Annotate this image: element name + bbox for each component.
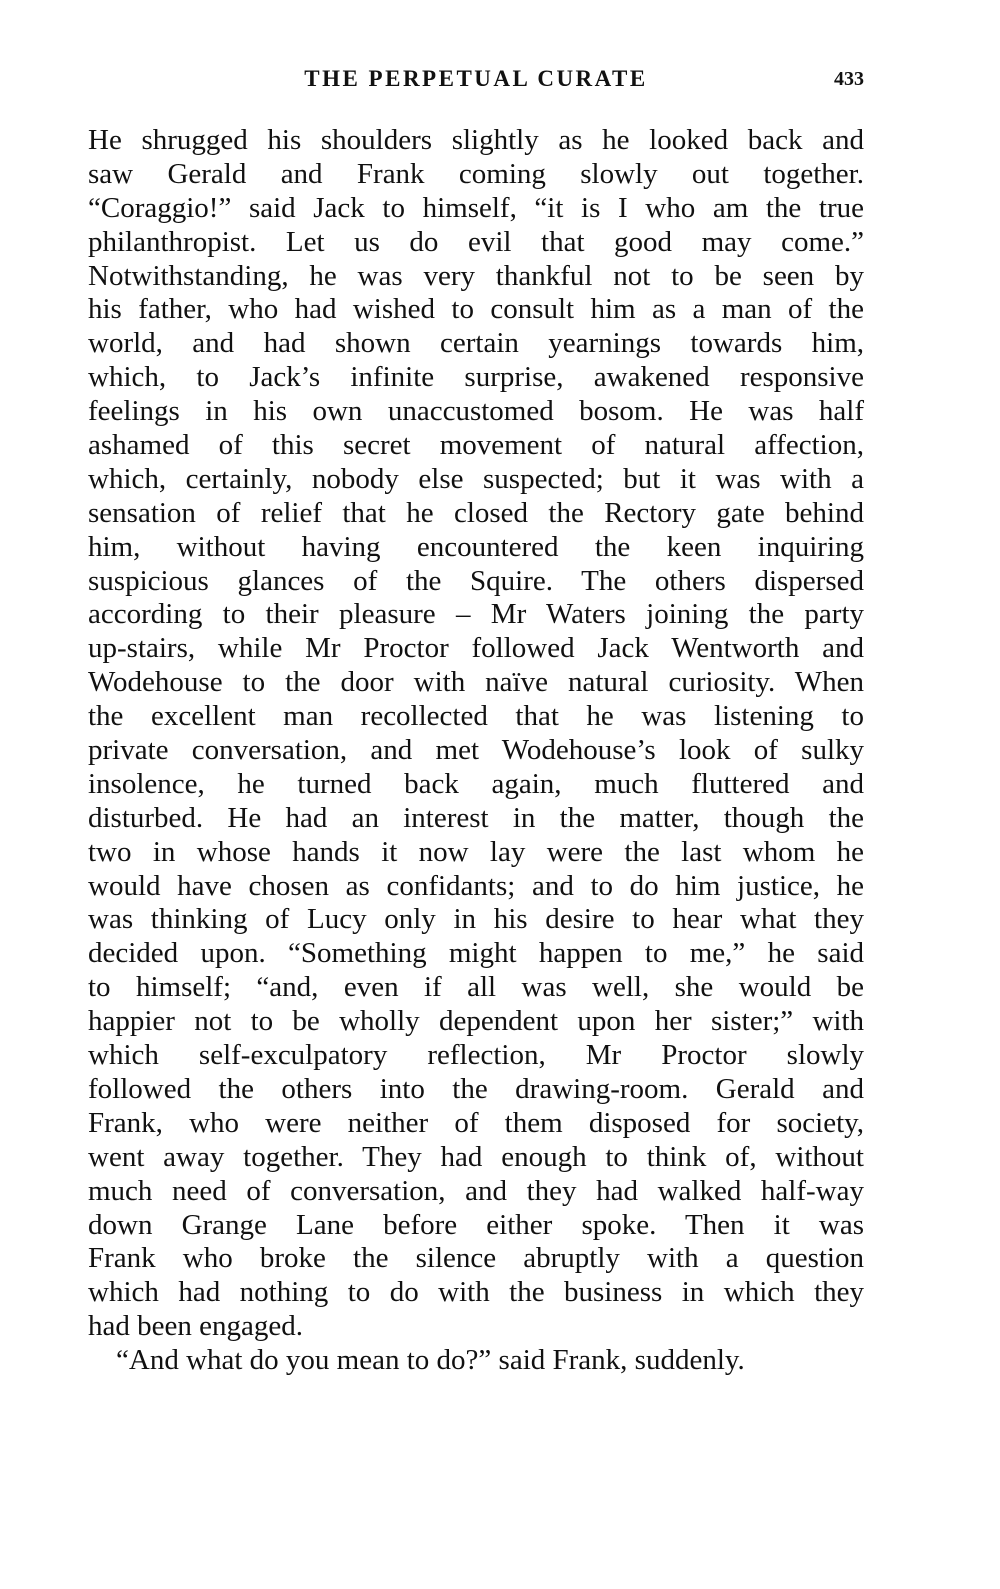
text-line: down Grange Lane before either spoke. Then it was (88, 1208, 864, 1241)
paragraph (88, 124, 864, 1344)
text-line: which, to Jack’s infinite surprise, awakened responsive (88, 361, 864, 394)
text-line: insolence, he turned back again, much fluttered and (88, 767, 864, 800)
text-line: would have chosen as confidants; and to do him justice, he (88, 869, 864, 902)
text-line: went away together. They had enough to think of, without (88, 1140, 864, 1173)
text-line: Notwithstanding, he was very thankful not to be seen by (88, 259, 864, 292)
running-head (88, 58, 864, 98)
page-number: 433 (834, 68, 864, 90)
text-line: to himself; “and, even if all was well, she would be (88, 971, 864, 1004)
text-line: followed the others into the drawing-room. Gerald and (88, 1072, 864, 1105)
text-line: two in whose hands it now lay were the last whom he (88, 835, 864, 868)
text-line: “Coraggio!” said Jack to himself, “it is I who am the true (88, 191, 864, 224)
text-line: up-stairs, while Mr Proctor followed Jack Wentworth and (88, 632, 864, 665)
text-line: Frank who broke the silence abruptly with a question (88, 1242, 864, 1275)
text-line: ashamed of this secret movement of natural affection, (88, 429, 864, 462)
body-text (88, 124, 864, 1378)
text-line: which had nothing to do with the business in which they (88, 1276, 864, 1309)
text-line: much need of conversation, and they had walked half-way (88, 1174, 864, 1207)
text-line: suspicious glances of the Squire. The others dispersed (88, 564, 864, 597)
text-line: disturbed. He had an interest in the matter, though the (88, 801, 864, 834)
text-line: private conversation, and met Wodehouse’s look of sulky (88, 734, 864, 767)
text-line: decided upon. “Something might happen to me,” he said (88, 937, 864, 970)
text-line: sensation of relief that he closed the Rectory gate behind (88, 496, 864, 529)
text-line: the excellent man recollected that he was listening to (88, 700, 864, 733)
text-line: was thinking of Lucy only in his desire to hear what they (88, 903, 864, 936)
text-line: world, and had shown certain yearnings towards him, (88, 327, 864, 360)
text-line: which, certainly, nobody else suspected; but it was with a (88, 462, 864, 495)
text-line: “And what do you mean to do?” said Frank, suddenly. (116, 1344, 745, 1377)
text-line: Wodehouse to the door with naïve natural curiosity. When (88, 666, 864, 699)
text-line: saw Gerald and Frank coming slowly out together. (88, 157, 864, 190)
text-line: him, without having encountered the keen inquiring (88, 530, 864, 563)
text-line: happier not to be wholly dependent upon her sister;” with (88, 1005, 864, 1038)
running-title: THE PERPETUAL CURATE (304, 66, 648, 91)
text-line: had been engaged. (88, 1310, 303, 1343)
text-line: Frank, who were neither of them disposed for society, (88, 1106, 864, 1139)
text-line: He shrugged his shoulders slightly as he looked back and (88, 124, 864, 156)
text-line: according to their pleasure – Mr Waters joining the party (88, 598, 864, 631)
text-line: feelings in his own unaccustomed bosom. He was half (88, 395, 864, 428)
text-line: philanthropist. Let us do evil that good may come.” (88, 225, 864, 258)
text-line: his father, who had wished to consult him as a man of the (88, 293, 864, 326)
paragraph (88, 1344, 864, 1378)
text-line: which self-exculpatory reflection, Mr Proctor slowly (88, 1039, 864, 1072)
